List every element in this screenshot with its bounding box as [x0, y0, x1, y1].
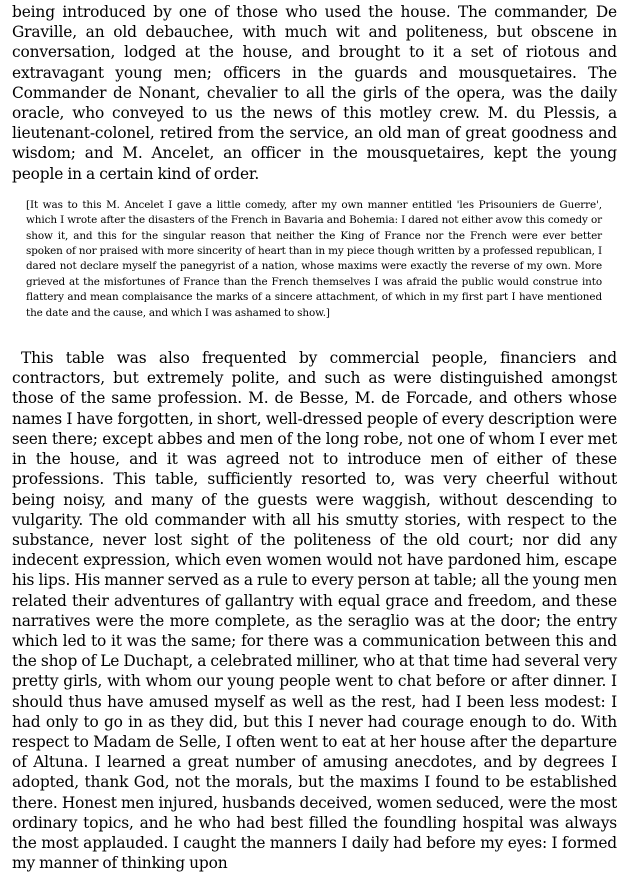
paragraph-spacer — [12, 321, 617, 348]
paragraph-continued: being introduced by one of those who used the house. The commander, De Graville, an old debauchee, with much wit and politeness, but obscene in conversation, lodged at the house, and brought to it a set of riotous and extravagant young men; officers in the guards and mousquetaires. The Commander de Nonant, chevalier to all the girls of the opera, was the daily oracle, who conveyed to us the news of this motley crew. M. du Plessis, a lieutenant-colonel, retired from the service, an old man of great goodness and wisdom; and M. Ancelet, an officer in the mousquetaires, kept the young people in a certain kind of order. — [12, 3, 617, 183]
paragraph-table-guests: This table was also frequented by commercial people, financiers and contractors, but extremely polite, and such as were distinguished amongst those of the same profession. M. de Besse, M. de Forcade, and others whose names I have forgotten, in short, well-dressed people of every description were seen there; except abbes and men of the long robe, not one of whom I ever met in the house, and it was agreed not to introduce men of either of these professions. This table, sufficiently resorted to, was very cheerful without being noisy, and many of the guests were waggish, without descending to vulgarity. The old commander with all his smutty stories, with respect to the substance, never lost sight of the politeness of the old court; nor did any indecent expression, which even women would not have pardoned him, escape his lips. His manner served as a rule to every person at table; all the young men related their adventures of gallantry with equal grace and freedom, and these narratives were the more complete, as the seraglio was at the door; the entry which led to it was the same; for there was a communication between this and the shop of Le Duchapt, a celebrated milliner, who at that time had several very pretty girls, with whom our young people went to chat before or after dinner. I should thus have amused myself as well as the rest, had I been less modest: I had only to go in as they did, but this I never had courage enough to do. With respect to Madam de Selle, I often went to eat at her house after the departure of Altuna. I learned a great number of amusing anecdotes, and by degrees I adopted, thank God, not the morals, but the maxims I found to be established there. Honest men injured, husbands deceived, women seduced, were the most ordinary topics, and he who had best filled the foundling hospital was always the most applauded. I caught the manners I daily had before my eyes: I formed my manner of thinking upon — [12, 349, 617, 873]
document-page — [12, 2, 617, 873]
footnote: [It was to this M. Ancelet I gave a little comedy, after my own manner entitled 'les Prisouniers de Guerre', which I wrote after the disasters of the French in Bavaria and Bohemia: I dared not either avow this comedy or show it, and this for the singular reason that neither the King of France nor the French were ever better spoken of nor praised with more sincerity of heart than in my piece though written by a professed republican, I dared not declare myself the panegyrist of a nation, whose maxims were exactly the reverse of my own. More grieved at the misfortunes of France than the French themselves I was afraid the public would construe into flattery and mean complaisance the marks of a sincere attachment, of which in my first part I have mentioned the date and the cause, and which I was ashamed to show.] — [26, 198, 602, 319]
